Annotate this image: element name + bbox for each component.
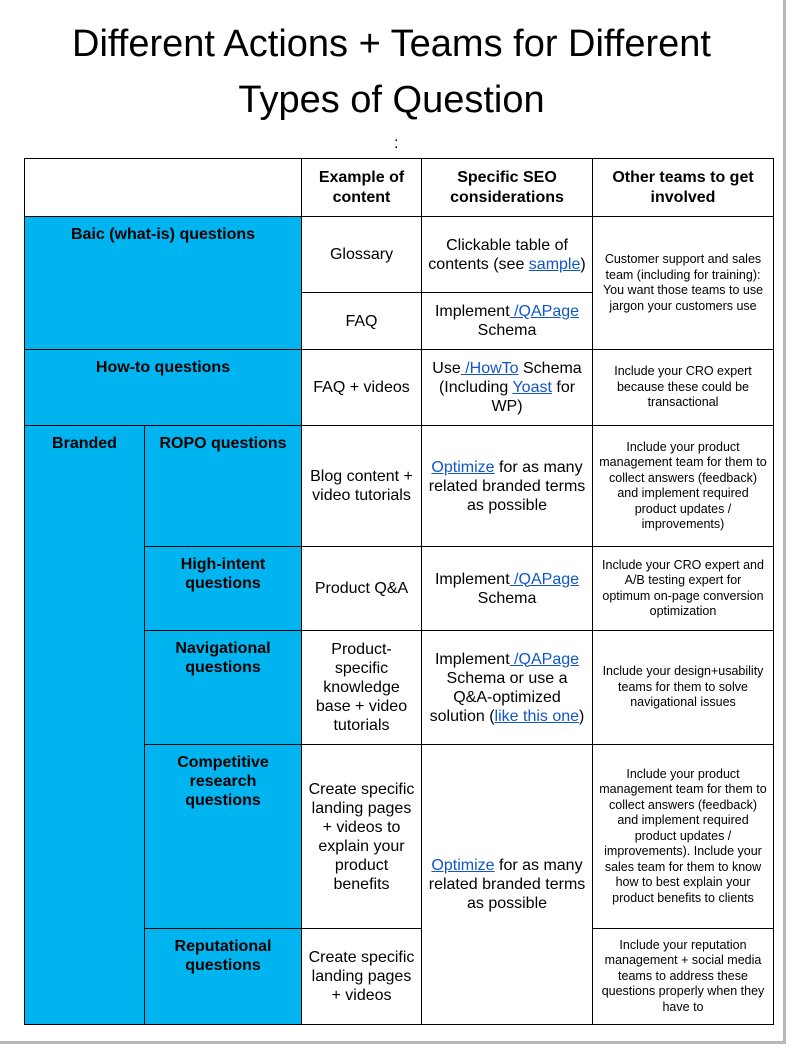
ropo-seo-text: for as many related branded terms as possible [428,458,586,514]
glossary-seo-close: ) [580,255,586,273]
howto-questions-label: How-to questions [25,350,302,426]
table-row [25,217,774,293]
glossary-seo [422,217,593,293]
header-seo: Specific SEO considerations [422,159,593,217]
title-line-1: Different Actions + Teams for Different [72,23,711,65]
howto-link[interactable]: /HowTo [460,360,519,377]
ropo-teams: Include your product management team for them to collect answers (feedback) and implement required product updates / improvements) [593,426,774,547]
qapage-link[interactable]: /QAPage [509,650,580,668]
ropo-seo [422,426,593,547]
howto-seo-mid: Schema (Including [438,360,582,396]
howto-seo-text: Use [432,360,461,377]
reputational-questions-label: Reputational questions [145,929,302,1025]
howto-content: FAQ + videos [302,350,422,426]
branded-label: Branded [25,426,145,1025]
howto-seo-end: for WP) [491,379,576,415]
navigational-teams: Include your design+usability teams for them to solve navigational issues [593,631,774,745]
faq-seo-text: Implement [434,303,510,320]
like-this-one-link[interactable]: like this one [494,707,580,725]
qapage-link[interactable]: /QAPage [509,303,580,320]
navigational-content: Product-specific knowledge base + video tutorials [302,631,422,745]
ropo-content: Blog content + video tutorials [302,426,422,547]
ropo-questions-label: ROPO questions [145,426,302,547]
howto-teams: Include your CRO expert because these could be transactional [593,350,774,426]
header-teams: Other teams to get involved [593,159,774,217]
high-intent-seo [422,547,593,631]
title-line-2: Types of Question [238,79,545,121]
shared-seo-text: for as many related branded terms as possible [428,857,586,912]
high-intent-teams: Include your CRO expert and A/B testing expert for optimum on-page conversion optimization [593,547,774,631]
faq-content: FAQ [302,293,422,350]
basic-teams: Customer support and sales team (including for training): You want those teams to use jargon your customers use [593,217,774,350]
competitive-questions-label: Competitive research questions [145,745,302,929]
header-example: Example of content [302,159,422,217]
glossary-content: Glossary [302,217,422,293]
glossary-seo-text: Clickable table of contents (see [428,236,568,273]
table-row [25,350,774,426]
faq-seo-schema: Schema [477,322,537,339]
howto-seo [422,350,593,426]
qapage-link[interactable]: /QAPage [509,570,580,588]
navigational-seo [422,631,593,745]
header-empty-cell [25,159,302,217]
navigational-questions-label: Navigational questions [145,631,302,745]
table-row [25,426,774,547]
navigational-seo-text: Implement [434,650,510,668]
competitive-teams: Include your product management team for them to collect answers (feedback) and implement required product updates / improvements). Include your sales team for them to know how to best explain your product benefits to clients [593,745,774,929]
header-row [25,159,774,217]
shared-seo [422,745,593,1025]
navigational-seo-end: ) [579,707,585,725]
high-intent-content: Product Q&A [302,547,422,631]
navigational-seo-mid: Schema or use a Q&A-optimized solution ( [429,669,568,725]
high-intent-seo-schema: Schema [477,589,537,607]
high-intent-seo-text: Implement [434,570,510,588]
sample-link[interactable]: sample [528,255,581,273]
faq-seo [422,293,593,350]
stray-colon: : [394,135,399,152]
reputational-teams: Include your reputation management + social media teams to address these questions properly when they have to [593,929,774,1025]
yoast-link[interactable]: Yoast [512,379,552,396]
page-title [0,16,783,128]
question-types-table [24,158,774,1025]
basic-questions-label: Baic (what-is) questions [25,217,302,350]
competitive-content: Create specific landing pages + videos to explain your product benefits [302,745,422,929]
reputational-content: Create specific landing pages + videos [302,929,422,1025]
optimize-link[interactable]: Optimize [431,857,495,874]
optimize-link[interactable]: Optimize [431,458,495,476]
high-intent-questions-label: High-intent questions [145,547,302,631]
